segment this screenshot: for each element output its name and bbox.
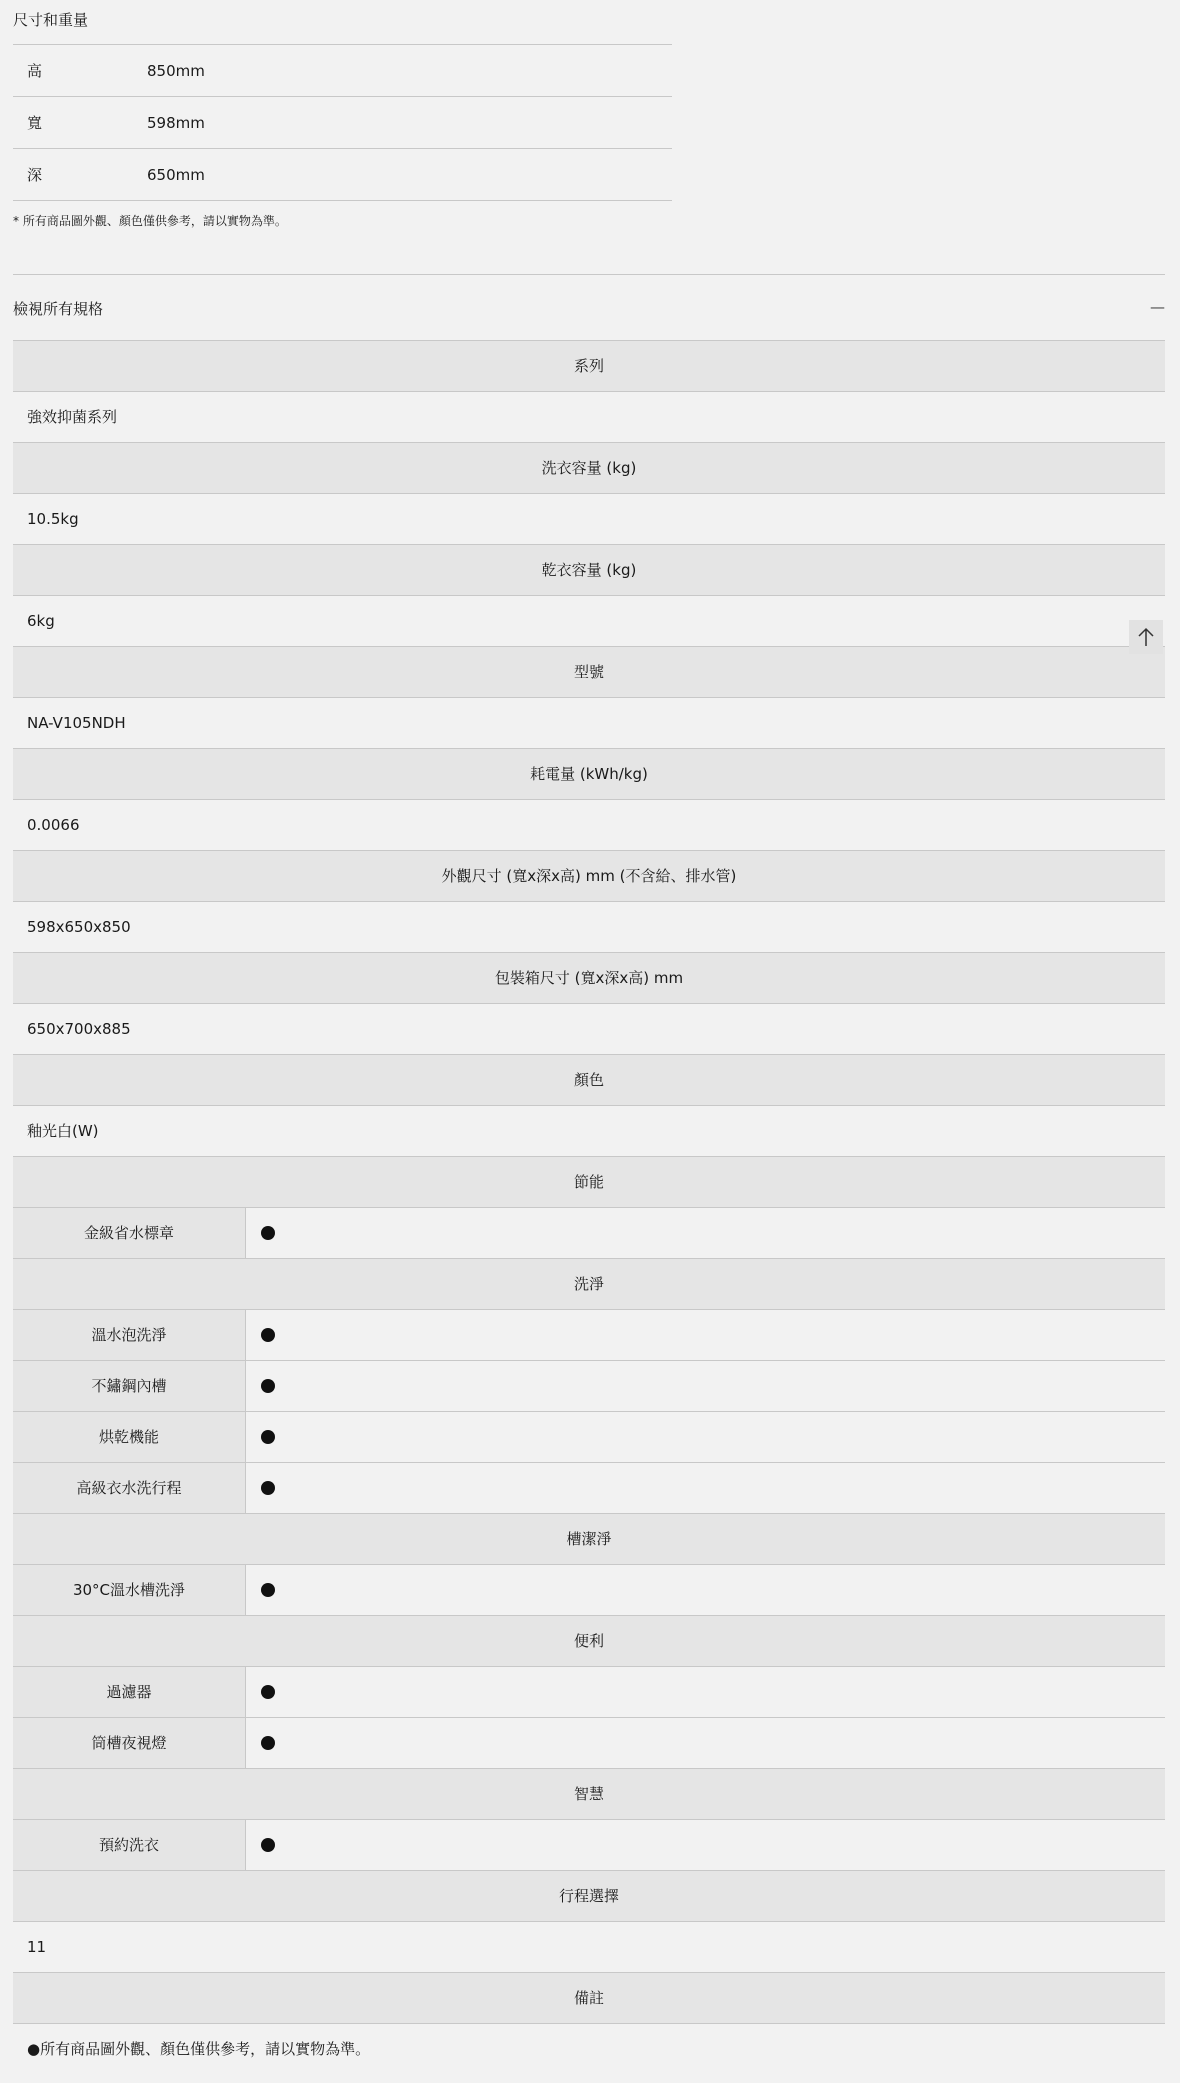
spec-header-model: 型號 <box>13 647 1165 698</box>
spec-header-power: 耗電量 (kWh/kg) <box>13 749 1165 800</box>
dimensions-note: * 所有商品圖外觀、顏色僅供參考，請以實物為準。 <box>13 214 287 228</box>
spec-value-power: 0.0066 <box>13 800 1165 851</box>
supported-dot-icon <box>261 1685 275 1699</box>
feature-label: 金級省水標章 <box>13 1208 246 1258</box>
spec-value-outer-size: 598x650x850 <box>13 902 1165 953</box>
spec-header-dry-capacity: 乾衣容量 (kg) <box>13 545 1165 596</box>
feature-label: 高級衣水洗行程 <box>13 1463 246 1513</box>
supported-dot-icon <box>261 1838 275 1852</box>
feature-row <box>13 1820 1165 1871</box>
feature-row <box>13 1718 1165 1769</box>
dimension-label: 高 <box>27 62 43 80</box>
section-divider <box>13 274 1165 275</box>
spec-header-smart: 智慧 <box>13 1769 1165 1820</box>
spec-header-programs: 行程選擇 <box>13 1871 1165 1922</box>
collapse-icon[interactable]: — <box>1150 298 1165 316</box>
feature-label: 過濾器 <box>13 1667 246 1717</box>
dimension-value: 850mm <box>147 61 205 80</box>
dimension-row-height <box>13 45 672 97</box>
dimension-row-width <box>13 97 672 149</box>
dimensions-section <box>13 0 672 201</box>
feature-row <box>13 1412 1165 1463</box>
spec-value-color: 釉光白(W) <box>13 1106 1165 1157</box>
spec-header-remarks: 備註 <box>13 1973 1165 2024</box>
supported-dot-icon <box>261 1430 275 1444</box>
feature-label: 溫水泡洗淨 <box>13 1310 246 1360</box>
arrow-up-icon <box>1137 627 1155 647</box>
feature-label: 30°C溫水槽洗淨 <box>13 1565 246 1615</box>
spec-value-remarks: ●所有商品圖外觀、顏色僅供參考，請以實物為準。 <box>27 2040 371 2058</box>
spec-header-package-size: 包裝箱尺寸 (寬x深x高) mm <box>13 953 1165 1004</box>
feature-row <box>13 1361 1165 1412</box>
spec-header-outer-size: 外觀尺寸 (寬x深x高) mm (不含給、排水管) <box>13 851 1165 902</box>
spec-value-dry-capacity: 6kg <box>13 596 1165 647</box>
feature-row <box>13 1208 1165 1259</box>
spec-header-wash-capacity: 洗衣容量 (kg) <box>13 443 1165 494</box>
spec-value-wash-capacity: 10.5kg <box>13 494 1165 545</box>
supported-dot-icon <box>261 1736 275 1750</box>
back-to-top-button[interactable] <box>1129 620 1163 654</box>
feature-label: 不鏽鋼內槽 <box>13 1361 246 1411</box>
feature-row <box>13 1463 1165 1514</box>
spec-header-color: 顏色 <box>13 1055 1165 1106</box>
spec-header-tub-clean: 槽潔淨 <box>13 1514 1165 1565</box>
feature-row <box>13 1310 1165 1361</box>
spec-value-package-size: 650x700x885 <box>13 1004 1165 1055</box>
supported-dot-icon <box>261 1379 275 1393</box>
spec-table <box>13 340 1165 2074</box>
dimension-label: 深 <box>27 166 43 184</box>
dimensions-title: 尺寸和重量 <box>13 0 672 45</box>
feature-label: 筒槽夜視燈 <box>13 1718 246 1768</box>
supported-dot-icon <box>261 1583 275 1597</box>
dimension-row-depth <box>13 149 672 201</box>
feature-label: 烘乾機能 <box>13 1412 246 1462</box>
view-all-specs-toggle[interactable]: 檢視所有規格 <box>13 300 104 318</box>
spec-header-series: 系列 <box>13 341 1165 392</box>
spec-header-energy: 節能 <box>13 1157 1165 1208</box>
feature-row <box>13 1667 1165 1718</box>
supported-dot-icon <box>261 1328 275 1342</box>
dimension-value: 650mm <box>147 165 205 184</box>
feature-row <box>13 1565 1165 1616</box>
supported-dot-icon <box>261 1226 275 1240</box>
spec-header-convenience: 便利 <box>13 1616 1165 1667</box>
spec-header-wash: 洗淨 <box>13 1259 1165 1310</box>
spec-value-programs: 11 <box>13 1922 1165 1973</box>
dimension-value: 598mm <box>147 113 205 132</box>
spec-value-model: NA-V105NDH <box>13 698 1165 749</box>
feature-label: 預約洗衣 <box>13 1820 246 1870</box>
supported-dot-icon <box>261 1481 275 1495</box>
spec-value-series: 強效抑菌系列 <box>13 392 1165 443</box>
dimension-label: 寬 <box>27 114 43 132</box>
